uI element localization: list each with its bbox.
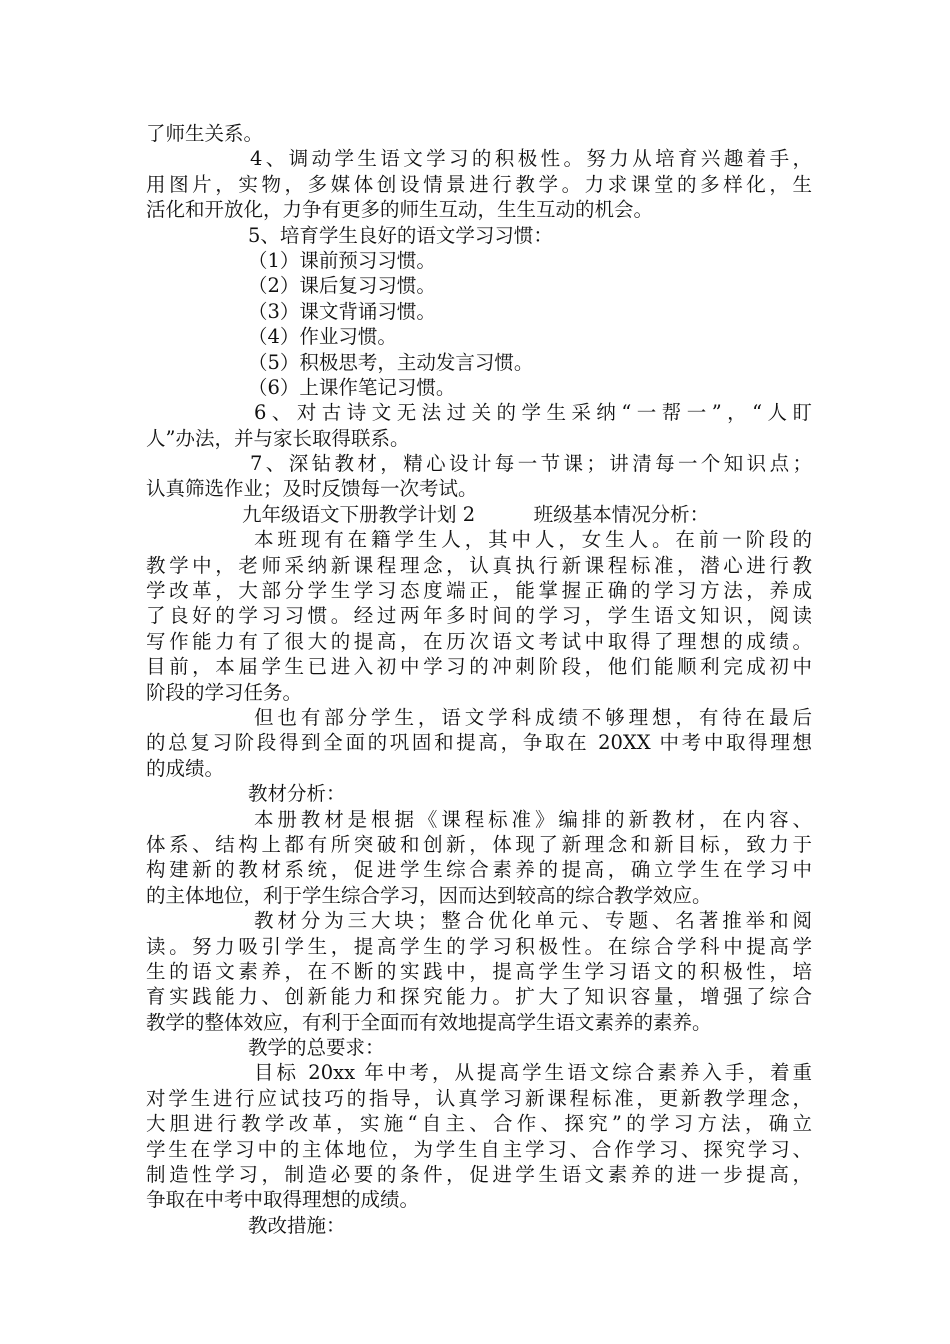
text-line: 7、深钻教材，精心设计每一节课；讲清每一个知识点； <box>250 452 812 476</box>
text-line: 用图片，实物，多媒体创设情景进行教学。力求课堂的多样化，生 <box>146 172 812 196</box>
text-line: 对学生进行应试技巧的指导，认真学习新课程标准，更新教学理念， <box>146 1086 812 1110</box>
text-line: 阶段的学习任务。 <box>146 680 303 704</box>
text-line: 教学中，老师采纳新课程理念，认真执行新课程标准，潜心进行教 <box>146 553 812 577</box>
text-line: 构建新的教材系统，促进学生综合素养的提高，确立学生在学习中 <box>146 858 812 882</box>
text-line: 争取在中考中取得理想的成绩。 <box>146 1188 420 1212</box>
text-line: 活化和开放化，力争有更多的师生互动，生生互动的机会。 <box>146 198 654 222</box>
text-line: 学改革，大部分学生学习态度端正，能掌握正确的学习方法，养成 <box>146 579 812 603</box>
text-line: 育实践能力、创新能力和探究能力。扩大了知识容量，增强了综合 <box>146 985 812 1009</box>
text-line: 认真筛选作业；及时反馈每一次考试。 <box>146 477 478 501</box>
text-line: 了良好的学习习惯。经过两年多时间的学习，学生语文知识，阅读 <box>146 604 812 628</box>
text-line: 本册教材是根据《课程标准》编排的新教材，在内容、 <box>254 807 812 831</box>
text-line: 教学的整体效应，有利于全面而有效地提高学生语文素养的素养。 <box>146 1010 712 1034</box>
text-line: 但也有部分学生，语文学科成绩不够理想，有待在最后 <box>254 705 812 729</box>
text-line: 教材分析： <box>248 782 346 806</box>
text-line: 4、调动学生语文学习的积极性。努力从培育兴趣着手， <box>250 147 812 171</box>
text-line: 的成绩。 <box>146 756 225 780</box>
text-line: 教材分为三大块；整合优化单元、专题、名著推举和阅 <box>254 909 812 933</box>
text-line: 教学的总要求： <box>248 1036 385 1060</box>
document-body <box>146 121 812 1238</box>
text-line: （6）上课作笔记习惯。 <box>248 375 456 399</box>
text-line: （5）积极思考，主动发言习惯。 <box>248 350 534 374</box>
text-line: 6、对古诗文无法过关的学生采纳“一帮一”，“人盯 <box>254 401 812 425</box>
text-line: （2）课后复习习惯。 <box>248 274 436 298</box>
text-line: 了师生关系。 <box>146 122 264 145</box>
text-line: 的主体地位，利于学生综合学习，因而达到较高的综合教学效应。 <box>146 883 712 907</box>
text-line: （1）课前预习习惯。 <box>248 248 436 272</box>
text-line: 5、培育学生良好的语文学习习惯： <box>248 223 553 247</box>
text-line: 的总复习阶段得到全面的巩固和提高，争取在 20XX 中考中取得理想 <box>146 731 812 755</box>
text-line: 人”办法，并与家长取得联系。 <box>146 426 410 450</box>
text-line: （4）作业习惯。 <box>248 325 397 349</box>
text-line: 大胆进行教学改革，实施“自主、合作、探究”的学习方法，确立 <box>146 1112 812 1136</box>
text-line: 目前，本届学生已进入初中学习的冲刺阶段，他们能顺利完成初中 <box>146 655 812 679</box>
text-line: （3）课文背诵习惯。 <box>248 299 436 323</box>
text-line: 写作能力有了很大的提高，在历次语文考试中取得了理想的成绩。 <box>146 629 812 653</box>
text-line: 九年级语文下册教学计划 2 班级基本情况分析： <box>242 502 710 526</box>
text-line: 读。努力吸引学生，提高学生的学习积极性。在综合学科中提高学 <box>146 934 812 958</box>
text-line: 本班现有在籍学生人，其中人，女生人。在前一阶段的 <box>254 528 812 552</box>
text-line: 制造性学习，制造必要的条件，促进学生语文素养的进一步提高， <box>146 1163 812 1187</box>
text-line: 学生在学习中的主体地位，为学生自主学习、合作学习、探究学习、 <box>146 1137 812 1161</box>
text-line: 生的语文素养，在不断的实践中，提高学生学习语文的积极性，培 <box>146 959 812 983</box>
text-line: 教改措施： <box>248 1213 346 1237</box>
text-line: 目标 20xx 年中考，从提高学生语文综合素养入手，着重 <box>254 1061 812 1085</box>
text-line: 体系、结构上都有所突破和创新，体现了新理念和新目标，致力于 <box>146 832 812 856</box>
